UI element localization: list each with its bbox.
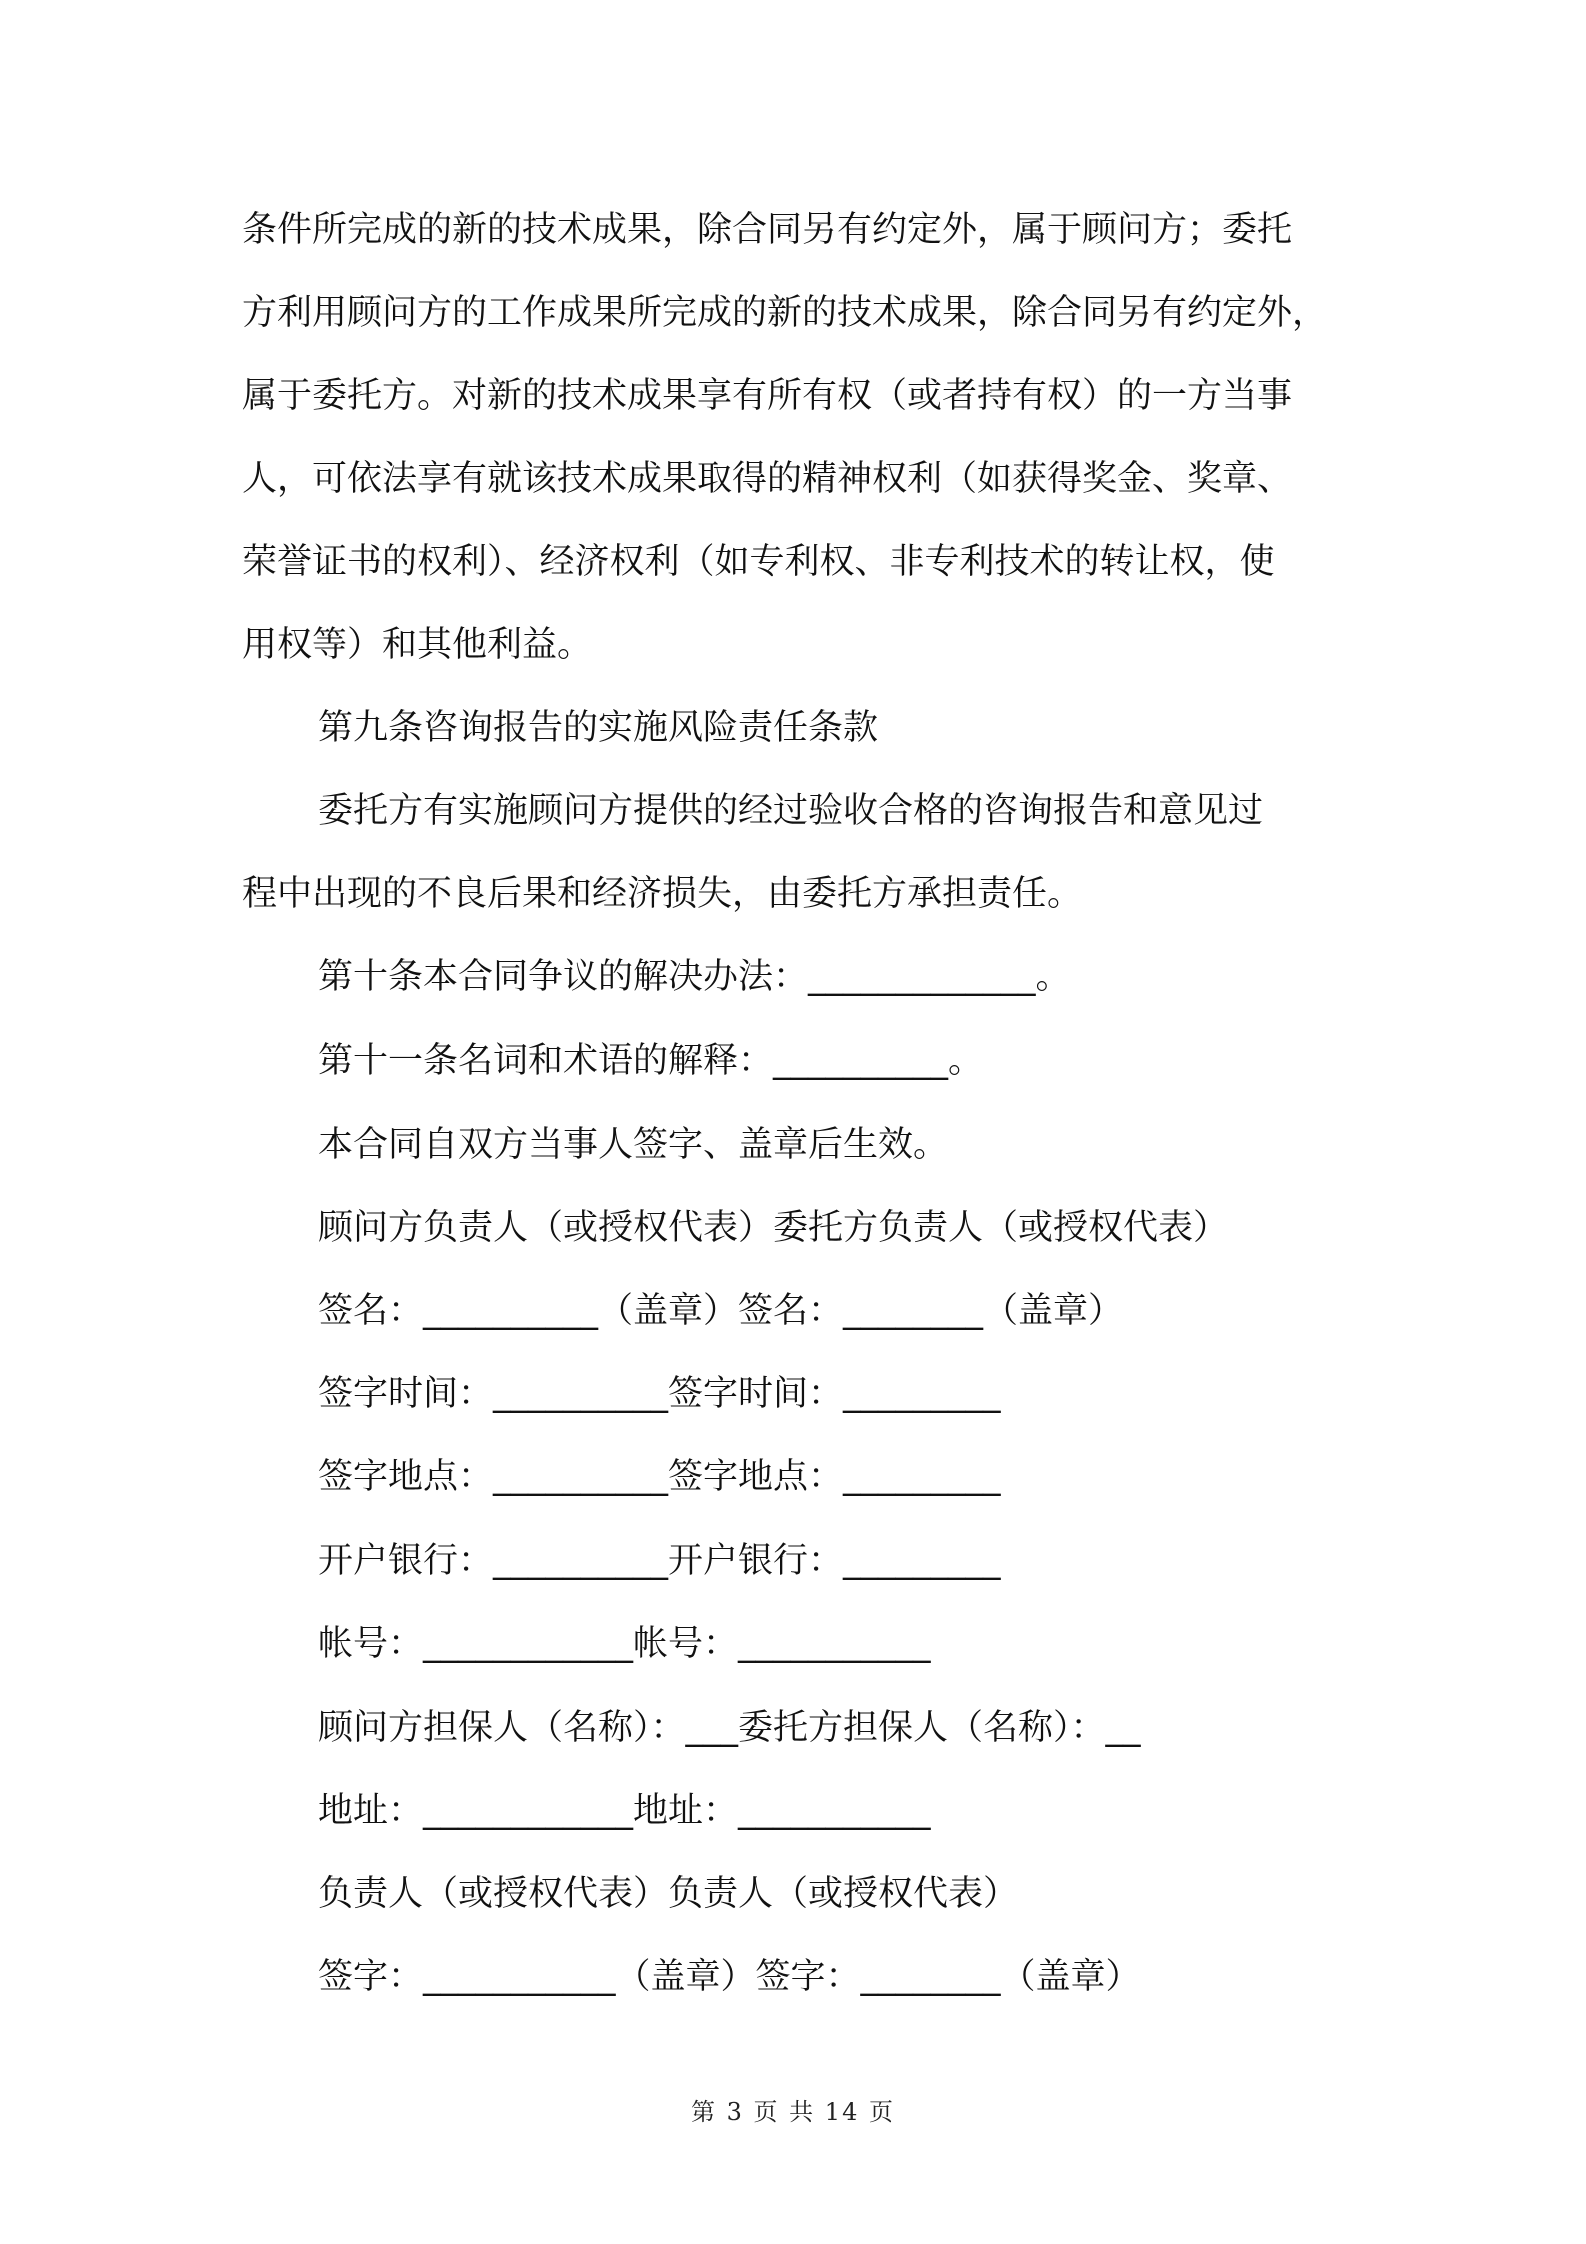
body-line: 荣誉证书的权利）、经济权利（如专利权、非专利技术的转让权，使 [242, 542, 1275, 582]
body-line: 本合同自双方当事人签字、盖章后生效。 [318, 1125, 949, 1165]
body-line: 人，可依法享有就该技术成果取得的精神权利（如获得奖金、奖章、 [242, 459, 1293, 499]
signature-line: 地址：____________地址：___________ [318, 1791, 931, 1831]
signature-line: 签字时间：__________签字时间：_________ [318, 1374, 1001, 1414]
body-line: 条件所完成的新的技术成果，除合同另有约定外，属于顾问方；委托 [242, 210, 1293, 250]
signature-line: 签名：__________（盖章）签名：________（盖章） [318, 1291, 1124, 1331]
signature-line: 帐号：____________帐号：___________ [318, 1624, 931, 1664]
signature-line: 顾问方担保人（名称）：___委托方担保人（名称）：__ [318, 1708, 1141, 1748]
signature-line: 签字地点：__________签字地点：_________ [318, 1457, 1001, 1497]
body-line: 用权等）和其他利益。 [242, 625, 593, 665]
signature-line: 负责人（或授权代表）负责人（或授权代表） [318, 1874, 1019, 1914]
signature-line: 顾问方负责人（或授权代表）委托方负责人（或授权代表） [318, 1208, 1229, 1248]
article-heading: 第九条咨询报告的实施风险责任条款 [318, 708, 879, 748]
page-number-footer: 第 3 页 共 14 页 [691, 2098, 895, 2126]
signature-line: 开户银行：__________开户银行：_________ [318, 1541, 1001, 1581]
body-line: 委托方有实施顾问方提供的经过验收合格的咨询报告和意见过 [318, 791, 1264, 831]
signature-line: 签字：___________（盖章）签字：________（盖章） [318, 1957, 1141, 1997]
body-line: 程中出现的不良后果和经济损失，由委托方承担责任。 [242, 874, 1083, 914]
body-line: 方利用顾问方的工作成果所完成的新的技术成果，除合同另有约定外， [242, 293, 1328, 333]
article-line: 第十一条名词和术语的解释：__________。 [318, 1041, 984, 1081]
body-line: 属于委托方。对新的技术成果享有所有权（或者持有权）的一方当事 [242, 376, 1293, 416]
article-line: 第十条本合同争议的解决办法：_____________。 [318, 957, 1071, 997]
